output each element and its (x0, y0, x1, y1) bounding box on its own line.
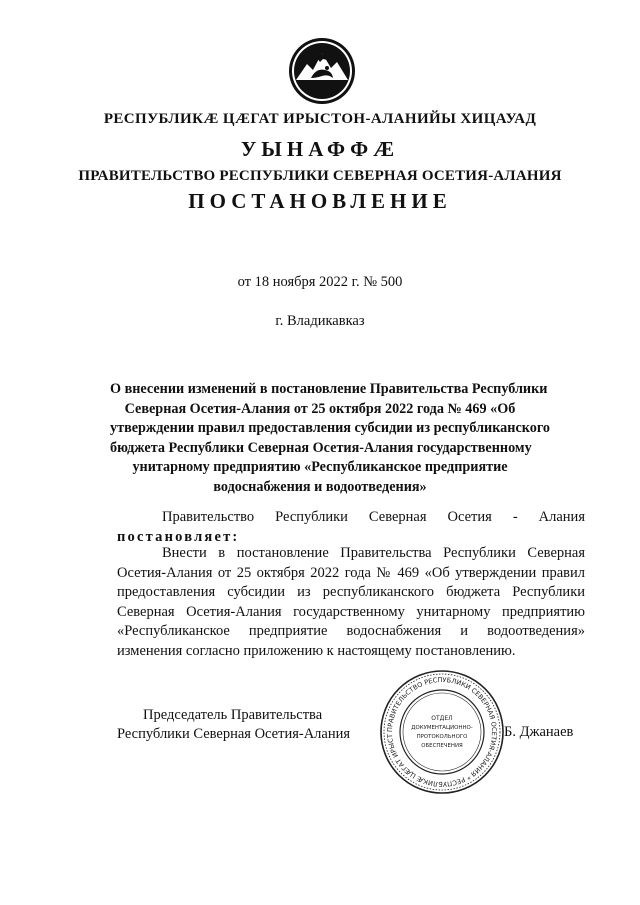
seal-center-line: ПРОТОКОЛЬНОГО (416, 734, 468, 740)
title-line: водоснабжения и водоотведения» (213, 478, 427, 495)
document-city: г. Владикавказ (275, 313, 365, 329)
resolves-word: постановляет: (117, 528, 240, 545)
document-date-number: от 18 ноября 2022 г. № 500 (237, 274, 403, 290)
signatory-position (117, 706, 350, 744)
seal-ring-text: ПРАВИТЕЛЬСТВО РЕСПУБЛИКИ СЕВЕРНАЯ ОСЕТИЯ-АЛАНИЯ * РЕСПУБЛИКӔ ЦӔГАТ ИРЫСТ (385, 675, 499, 789)
signatory-position-line: Республики Северная Осетия-Алания (117, 726, 351, 742)
resolution-title (110, 380, 551, 497)
title-line: утверждении правил предоставления субсидии из республиканского (110, 420, 551, 436)
title-line: бюджета Республики Северная Осетия-Алания государственному (110, 439, 532, 456)
signatory-name: Б. Джанаев (504, 724, 574, 740)
body-line: Осетия-Алания от 25 октября 2022 года № 469 «Об утверждении правил (117, 564, 585, 581)
ossetian-government-line: РЕСПУБЛИКӔ ЦӔГАТ ИРЫСТОН-АЛАНИЙЫ ХИЦАУАД (103, 111, 537, 127)
russian-government-line: ПРАВИТЕЛЬСТВО РЕСПУБЛИКИ СЕВЕРНАЯ ОСЕТИЯ-АЛАНИЯ (78, 168, 562, 184)
seal-center-line: ОБЕСПЕЧЕНИЯ (421, 743, 463, 749)
official-stamp-icon (378, 668, 506, 796)
preamble-paragraph (117, 508, 585, 547)
title-line: унитарному предприятию «Республиканское предприятие (132, 459, 508, 475)
document-type-title: ПОСТАНОВЛЕНИЕ (188, 189, 452, 213)
preamble-line: Правительство Республики Северная Осетия - Алания (162, 509, 585, 525)
seal-center-line: ОТДЕЛ (431, 715, 453, 722)
title-line: О внесении изменений в постановление Правительства Республики (110, 381, 548, 397)
signatory-position-line: Председатель Правительства (143, 707, 323, 723)
resolution-body-paragraph (117, 544, 585, 661)
body-line: Внести в постановление Правительства Республики Северная (162, 545, 585, 561)
title-line: Северная Осетия-Алания от 25 октября 2022 года № 469 «Об (124, 400, 516, 417)
coat-of-arms-icon (287, 34, 357, 108)
seal-center-line: ДОКУМЕНТАЦИОННО- (411, 725, 473, 731)
body-line: «Республиканское предприятие водоснабжения и водоотведения» (117, 623, 585, 639)
body-line: изменения согласно приложению к настоящему постановлению. (117, 642, 516, 659)
body-line: Северная Осетия-Алания государственному унитарному предприятию (117, 603, 585, 620)
body-line: предоставления субсидии из республиканского бюджета Республики (117, 584, 585, 600)
ossetian-document-type: УЫНАФФӔ (240, 137, 400, 161)
